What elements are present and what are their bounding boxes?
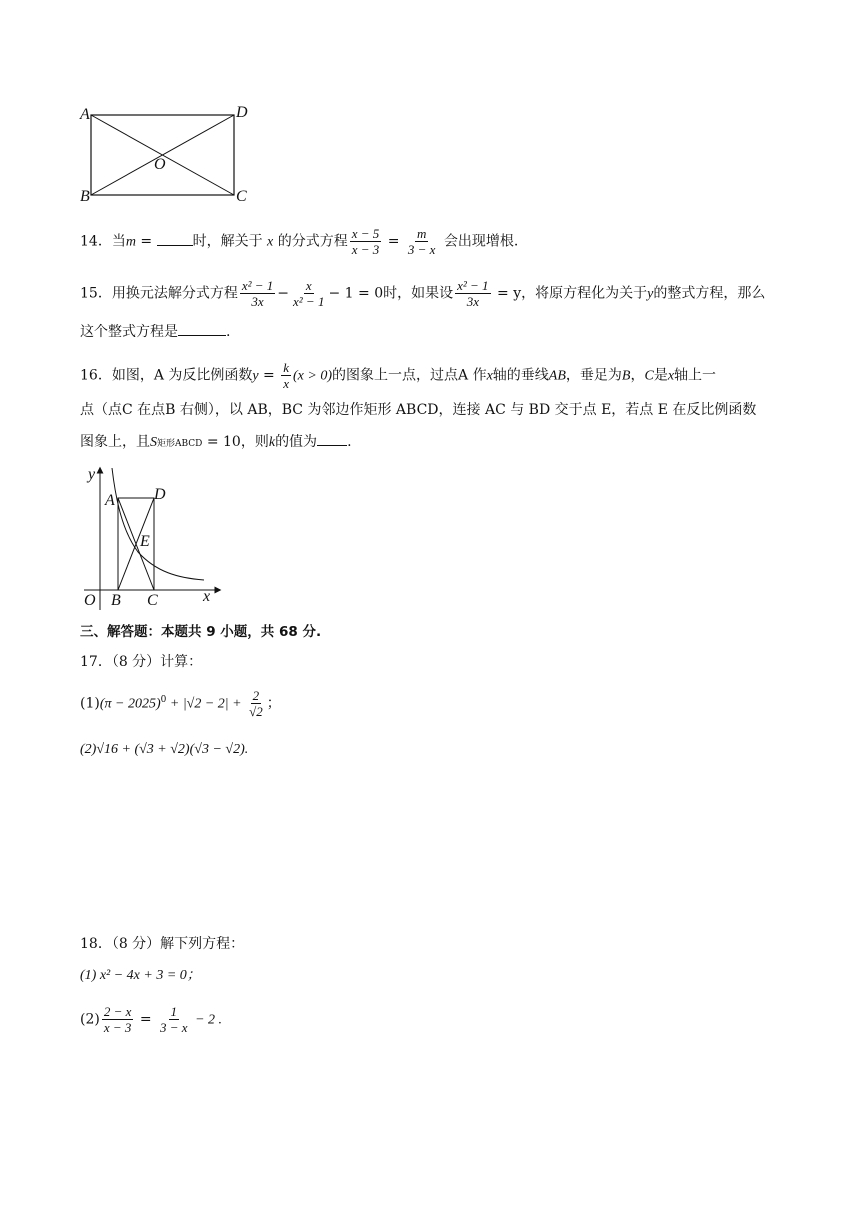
q16-text-b: 的图象上一点，过点A 作	[332, 367, 487, 384]
q18-p2-label: (2)	[80, 1011, 100, 1028]
q16-text-f: 轴上一	[674, 367, 717, 384]
q17-p1-expr: (π − 2025)	[99, 696, 161, 712]
q16-condition: (x > 0)	[293, 368, 333, 384]
question-18-heading: 18．（8 分）解下列方程：	[80, 936, 245, 952]
q14-fraction-1: $\frac{x - 5}{x - 3}$	[351, 226, 380, 257]
question-14	[80, 226, 518, 257]
q16-var-k: k	[268, 435, 276, 450]
q16-fraction-k-over-x: $\frac{k}{x}$	[283, 360, 290, 391]
q16-period: .	[347, 434, 352, 450]
q14-number: 14．当	[80, 233, 126, 250]
q16-line3-text-b: = 10，则	[202, 434, 269, 450]
q16-subscript: 矩形ABCD	[157, 439, 203, 449]
question-17-part2: (2)√16 + (√3 + √2)(√3 − √2).	[80, 742, 249, 757]
point-label-c-16: C	[147, 592, 158, 609]
question-18-part2	[80, 1004, 222, 1035]
question-18-part1: (1) x² − 4x + 3 = 0；	[80, 968, 201, 983]
q14-equals: =	[135, 233, 157, 250]
q15-line2-text: 这个整式方程是	[80, 324, 178, 340]
answer-blank-16[interactable]	[317, 445, 347, 446]
section-3-heading: 三、解答题：本题共 9 小题，共 68 分.	[80, 624, 322, 640]
q16-var-s: S	[150, 435, 157, 450]
question-16	[80, 360, 716, 391]
question-15	[80, 278, 765, 309]
q14-fraction-2: $\frac{m}{3 - x}$	[407, 226, 436, 257]
q16-var-x2: x	[667, 368, 675, 384]
point-label-o: O	[154, 156, 166, 173]
q17-p1-fraction: $\frac{2}{√2}$	[249, 688, 263, 719]
question-16-line2	[80, 400, 756, 420]
axis-label-y: y	[88, 466, 96, 483]
q18-equals: =	[135, 1011, 157, 1028]
point-label-c: C	[236, 188, 247, 205]
q16-ab: AB	[548, 368, 566, 384]
q14-text: 时，解关于	[192, 233, 263, 250]
q17-p1-expr2: + |√2 − 2| +	[166, 696, 246, 712]
q17-p1-end: ；	[266, 695, 281, 712]
question-17-heading: 17．（8 分）计算：	[80, 654, 203, 670]
q16-var-x: x	[486, 368, 493, 384]
q16-line3-text-c: 的值为	[275, 434, 318, 450]
q15-minus: −	[277, 285, 290, 302]
question-17-part1	[80, 688, 281, 719]
q16-text-d: ，垂足为	[565, 367, 622, 384]
q18-fraction-1: $\frac{2 - x}{x - 3}$	[103, 1004, 132, 1035]
q16-text-a: 16．如图，A 为反比例函数	[80, 367, 253, 384]
q14-var-m: m	[125, 234, 136, 250]
q16-equals: =	[258, 367, 280, 384]
hyperbola-curve	[112, 468, 204, 580]
answer-blank-14[interactable]	[157, 245, 193, 246]
point-label-b-16: B	[111, 592, 121, 609]
axis-label-x: x	[203, 588, 211, 605]
point-label-d: D	[236, 104, 248, 121]
q16-line2-text: 点（点C 在点B 右侧），以 AB，BC 为邻边作矩形 ABCD，连接 AC 与 BD 交于点 E，若点 E 在反比例函数	[80, 402, 757, 418]
question-15-line2	[80, 322, 230, 342]
point-label-a-16: A	[105, 492, 115, 509]
q15-tail: 的整式方程，那么	[653, 285, 766, 302]
q16-var-y: y	[252, 368, 259, 384]
rectangle-figure	[78, 102, 258, 210]
point-label-a: A	[80, 106, 90, 123]
point-label-b: B	[80, 188, 90, 205]
q16-c: C	[644, 368, 654, 384]
q14-tail: 会出现增根.	[443, 233, 519, 250]
q16-b: B	[621, 368, 631, 384]
question-16-line3	[80, 432, 352, 454]
q15-var-y: y	[647, 286, 654, 302]
point-label-e-16: E	[140, 533, 150, 550]
q15-text: − 1 = 0时，如果设	[328, 285, 454, 302]
q17-p1-exponent: 0	[160, 694, 167, 705]
q17-p1-label: (1)	[80, 695, 100, 712]
q16-text-c: 轴的垂线	[492, 367, 549, 384]
q14-equals2: =	[383, 233, 404, 250]
q16-line3-text-a: 图象上，且	[80, 434, 150, 450]
q15-number: 15．用换元法解分式方程	[80, 285, 238, 302]
q18-fraction-2: $\frac{1}{3 - x}$	[160, 1004, 188, 1035]
q16-text-e: 是	[653, 367, 668, 384]
q16-comma: ，	[630, 367, 645, 384]
q14-text2: 的分式方程	[277, 233, 348, 250]
q14-var-x: x	[267, 234, 274, 250]
q15-fraction-1: $\frac{\text{x² − 1}}{3x}$	[241, 278, 274, 309]
q15-fraction-2: $\frac{x}{\text{x² − 1}}$	[293, 278, 325, 309]
point-label-o-16: O	[84, 592, 96, 609]
q15-text2: = y，将原方程化为关于	[492, 285, 648, 302]
q15-fraction-3: $\frac{\text{x² − 1}}{3x}$	[457, 278, 489, 309]
q18-tail: − 2 .	[191, 1012, 223, 1028]
answer-blank-15[interactable]	[178, 335, 226, 336]
point-label-d-16: D	[154, 486, 166, 503]
q15-period: .	[226, 324, 231, 340]
